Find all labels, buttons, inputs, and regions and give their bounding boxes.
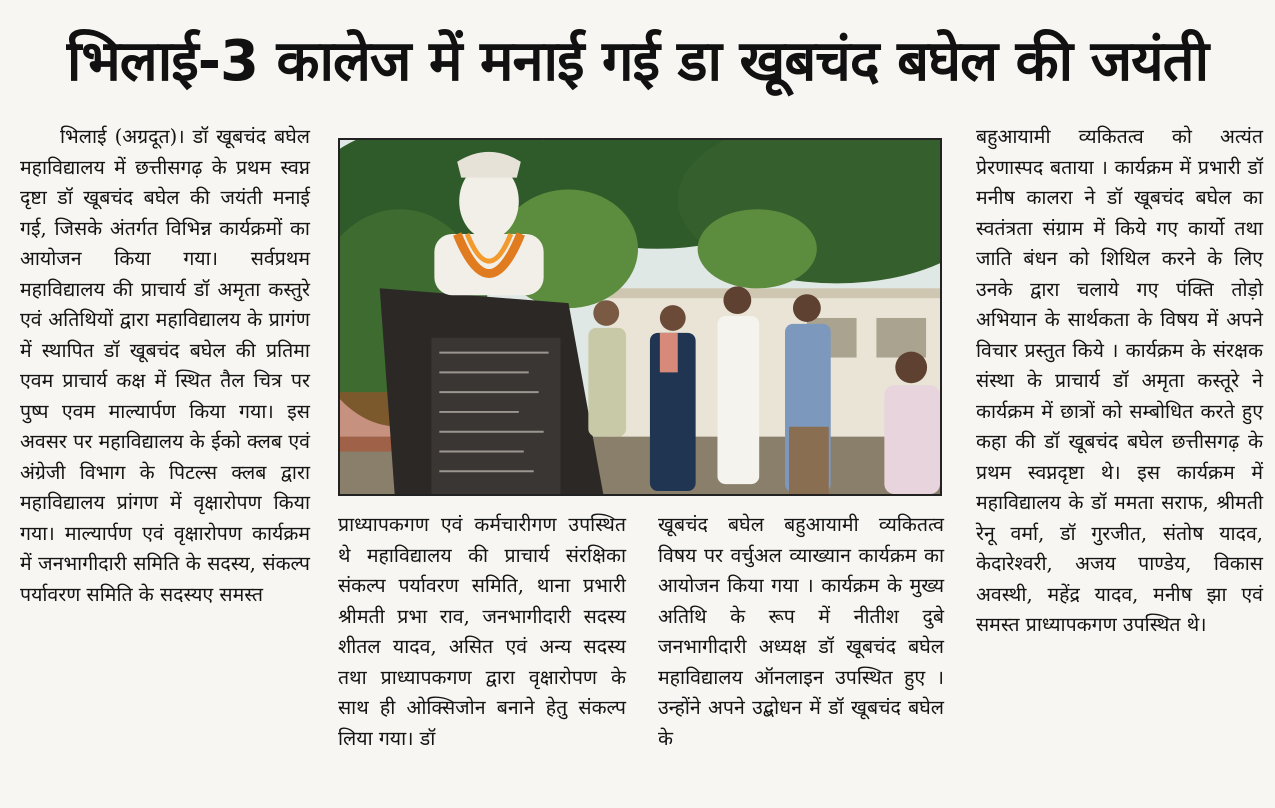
headline: भिलाई-3 कालेज में मनाई गई डा खूबचंद बघेल की जयंती [66,29,1209,94]
article-text: बहुआयामी व्यकितत्व को अत्यंत प्रेरणास्पद बताया । कार्यक्रम में प्रभारी डॉ मनीष कालरा ने डॉ खूबचंद बघेल का स्वतंत्रता संग्राम में किये गए कार्यो तथा जाति बंधन को शिथिल करने के लिए उनके द्वारा चलाये गए पंक्ति तोड़ो अभियान के सार्थकता के विषय में अपने विचार प्रस्तुत किये । कार्यक्रम के संरक्षक संस्था के प्राचार्य डॉ अमृता कस्तूरे ने कार्यक्रम में छात्रों को सम्बोधित करते हुए कहा की डॉ खूबचंद बघेल छत्तीसगढ़ के प्रथम स्वप्नदृष्टा थे। इस कार्यक्रम में महाविद्यालय के डॉ ममता सराफ, श्रीमती रेनू वर्मा, डॉ गुरजीत, संतोष यादव, केदारेश्वरी, अजय पाण्डेय, विकास अवस्थी, महेंद्र यादव, मनीष झा एवं समस्त प्राध्यापकगण उपस्थित थे। [976,125,1263,636]
article-text: खूबचंद बघेल बहुआयामी व्यकितत्व विषय पर वर्चुअल व्याख्यान कार्यक्रम का आयोजन किया गया । कार्यक्रम के मुख्य अतिथि के रूप में नीतीश दुबे जनभागीदारी अध्यक्ष डॉ खूबचंद बघेल महाविद्यालय ऑनलाइन उपस्थित हुए । उन्होंने अपने उद्बोधन में डॉ खूबचंद बघेल के [658,513,944,750]
article-column-4 [976,122,1263,794]
article-column-3 [658,510,944,794]
article-column-2 [338,510,626,794]
statue-ceremony-image [340,140,940,494]
article-text: प्राध्यापकगण एवं कर्मचारीगण उपस्थित थे महाविद्यालय की प्राचार्य संरक्षिका संकल्प पर्यावरण समिति, थाना प्रभारी श्रीमती प्रभा राव, जनभागीदारी सदस्य शीतल यादव, असित एवं अन्य सदस्य तथा प्राध्यापकगण द्वारा वृक्षारोपण के साथ ही ओक्सिजोन बनाने हेतु संकल्प लिया गया। डॉ [338,513,626,750]
article-column-1 [20,122,310,794]
article-text: भिलाई (अग्रदूत)। डॉ खूबचंद बघेल महाविद्यालय में छत्तीसगढ़ के प्रथम स्वप्न दृष्टा डॉ खूबचंद बघेल की जयंती मनाई गई, जिसके अंतर्गत विभिन्न कार्यक्रमों का आयोजन किया गया। सर्वप्रथम महाविद्यालय की प्राचार्य डॉ अमृता कस्तुरे एवं अतिथियों द्वारा महाविद्यालय के प्रागंण में स्थापित डॉ खूबचंद बघेल की प्रतिमा एवम प्राचार्य कक्ष में स्थित तैल चित्र पर पुष्प एवम माल्यार्पण किया गया। इस अवसर पर महाविद्यालय के ईको क्लब एवं अंग्रेजी विभाग के पिटल्स क्लब द्वारा महाविद्यालय प्रांगण में वृक्षारोपण किया गया। माल्यार्पण एवं वृक्षारोपण कार्यक्रम में जनभागीदारी समिति के सदस्य, संकल्प पर्यावरण समिति के सदस्यए समस्त [20,125,310,606]
event-photo [338,138,942,496]
